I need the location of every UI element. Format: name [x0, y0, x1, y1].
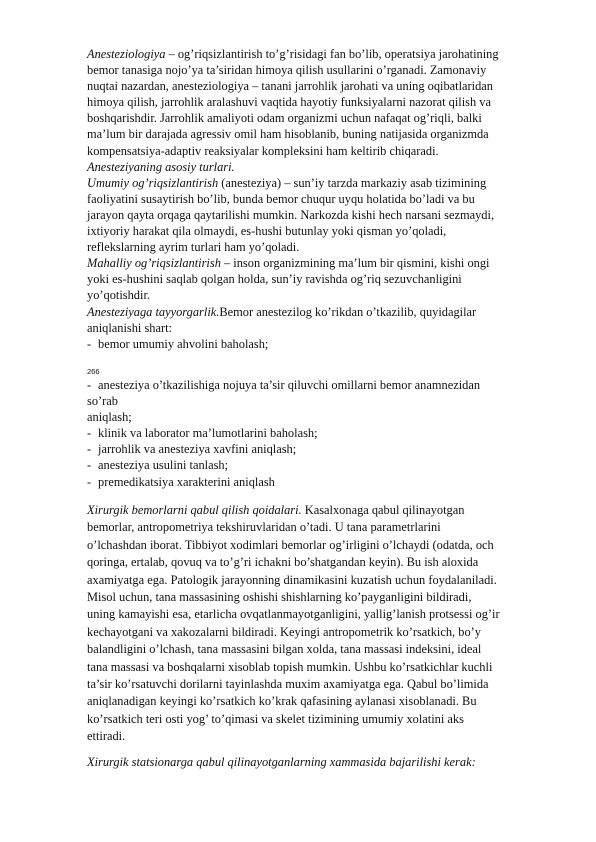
- paragraph-line: bemor tanasiga nojo’ya ta’siridan himoya qilish usullarini o’rganadi. Zamonaviy: [87, 63, 487, 78]
- paragraph-line: jarayon qayta orqaga qaytarilishi mumkin. Narkozda kishi hech narsani sezmaydi,: [87, 207, 495, 222]
- paragraph-line: ta’sir ko’rsatuvchi dorilarni tayinlashda muxim axamiyatga ega. Qabul bo’limida: [87, 677, 489, 692]
- checklist: [87, 377, 535, 490]
- paragraph-line: ixtiyoriy harakat qila olmaydi, es-hushi butunlay yoki qisman yo’qoladi,: [87, 224, 447, 239]
- final-heading: Xirurgik statsionarga qabul qilinayotganlarning xammasida bajarilishi kerak:: [87, 755, 476, 769]
- page-number: 266: [87, 367, 100, 376]
- paragraph-line: reflekslarning ayrim turlari ham yo’qoladi.: [87, 240, 300, 255]
- paragraph-line: ko’rsatkich teri osti yog’ to’qimasi va skelet tizimining umumiy xolatini aks: [87, 711, 464, 726]
- dash-bullet: -: [87, 458, 92, 473]
- paragraph-line: yo’qotishdir.: [87, 288, 150, 303]
- paragraph-line: himoya qilish, jarrohlik aralashuvi vaqtida hayotiy funksiyalarni nazorat qilish va: [87, 95, 491, 110]
- term-preparation: Anesteziyaga tayyorgarlik.: [87, 304, 220, 319]
- paragraph-line: aniqlanishi shart:: [87, 320, 172, 335]
- list-item: - anesteziya usulini tanlash;: [87, 458, 229, 473]
- paragraph-line: kechayotgani va xakozalarni bildiradi. Keyingi antropometrik ko’rsatkich, bo’y: [87, 624, 481, 639]
- paragraph-line: yoki es-hushini saqlab qolgan holda, sun’iy ravishda og’riq sezuvchanligini: [87, 272, 462, 287]
- paragraph-line: Xirurgik bemorlarni qabul qilish qoidalari. Kasalxonaga qabul qilinayotgan: [87, 503, 465, 517]
- heading-anesthesia-types: Anesteziyaning asosiy turlari.: [87, 159, 235, 174]
- paragraph-line: aniqlanadigan keyingi ko’rsatkich ko’krak qafasining aylanasi xisoblanadi. Bu: [87, 694, 477, 709]
- paragraph-line: uning kamayishi esa, etarlicha ovqatlanmayotganligini, yallig’lanish protsessi og’ir: [87, 607, 500, 622]
- paragraph-line: balandligini o’lchash, tana massasini bilgan xolda, tana massasi indeksini, ideal: [87, 642, 482, 657]
- paragraph-line: ma’lum bir darajada agressiv omil ham hisoblanib, buning natijasida organizmda: [87, 127, 489, 142]
- section-admission-rules: [87, 502, 535, 746]
- list-item-continuation: so’rab: [87, 394, 118, 409]
- list-item: - bemor umumiy ahvolini baholash;: [87, 336, 269, 351]
- paragraph-line: Anesteziologiya – og’riqsizlantirish to’g’risidagi fan bo’lib, operatsiya jarohatining: [87, 47, 499, 61]
- paragraph-line: kompensatsiya-adaptiv reaksiyalar kompleksini ham keltirib chiqaradi.: [87, 143, 439, 158]
- dash-bullet: -: [87, 442, 92, 457]
- dash-bullet: -: [87, 378, 92, 392]
- paragraph-line: faoliyatini susaytirish bo’lib, bunda bemor chuqur uyqu holatida bo’ladi va bu: [87, 191, 475, 206]
- paragraph-anesteziologiya: [87, 46, 535, 352]
- dash-bullet: -: [87, 336, 92, 351]
- paragraph-line: tana massasi va boshqalarni xisoblab topish mumkin. Ushbu ko’rsatkichlar kuchli: [87, 659, 493, 674]
- paragraph-line: Umumiy og’riqsizlantirish (anesteziya) – sun’iy tarzda markaziy asab tizimining: [87, 175, 487, 190]
- paragraph-line: Mahalliy og’riqsizlantirish – inson organizmining ma’lum bir qismini, kishi ongi: [87, 256, 490, 271]
- list-item: - anesteziya o’tkazilishiga nojuya ta’sir qiluvchi omillarni bemor anamnezidan: [87, 378, 481, 392]
- list-item-continuation: aniqlash;: [87, 410, 132, 425]
- list-item: - klinik va laborator ma’lumotlarini baholash;: [87, 426, 318, 441]
- list-item: - premedikatsiya xarakterini aniqlash: [87, 474, 275, 489]
- paragraph-line: Misol uchun, tana massasining oshishi shishlarning ko’payganligini bildiradi,: [87, 590, 472, 605]
- paragraph-line: axamiyatga ega. Patologik jarayonning dinamikasini kuzatish uchun foydalaniladi.: [87, 572, 497, 587]
- section-title: Xirurgik bemorlarni qabul qilish qoidalari.: [87, 503, 302, 517]
- dash-bullet: -: [87, 426, 92, 441]
- term-general-anesthesia: Umumiy og’riqsizlantirish: [87, 175, 219, 190]
- paragraph-line: Anesteziyaga tayyorgarlik.Bemor anestezilog ko’rikdan o’tkazilib, quyidagilar: [87, 304, 477, 319]
- paragraph-line: boshqarishdir. Jarrohlik amaliyoti odam organizmi uchun nafaqat og’riqli, balki: [87, 111, 482, 126]
- list-item: - jarrohlik va anesteziya xavfini aniqlash;: [87, 442, 297, 457]
- paragraph-line: o’lchashdan iborat. Tibbiyot xodimlari bemorlar og’irligini o’lchaydi (odatda, och: [87, 537, 494, 552]
- paragraph-line: qoringa, ertalab, qovuq va to’g’ri ichakni bo’shatgandan keyin). Bu ish aloxida: [87, 555, 479, 570]
- dash-bullet: -: [87, 474, 92, 489]
- term-local-anesthesia: Mahalliy og’riqsizlantirish: [87, 256, 221, 271]
- paragraph-line: bemorlar, antropometriya tekshiruvlaridan o’tadi. U tana parametrlarini: [87, 520, 441, 535]
- term-anesteziologiya: Anesteziologiya: [87, 47, 166, 61]
- paragraph-line: ettiradi.: [87, 729, 126, 744]
- paragraph-line: nuqtai nazardan, anesteziologiya – tanani jarrohlik jarohati va uning oqibatlaridan: [87, 79, 493, 94]
